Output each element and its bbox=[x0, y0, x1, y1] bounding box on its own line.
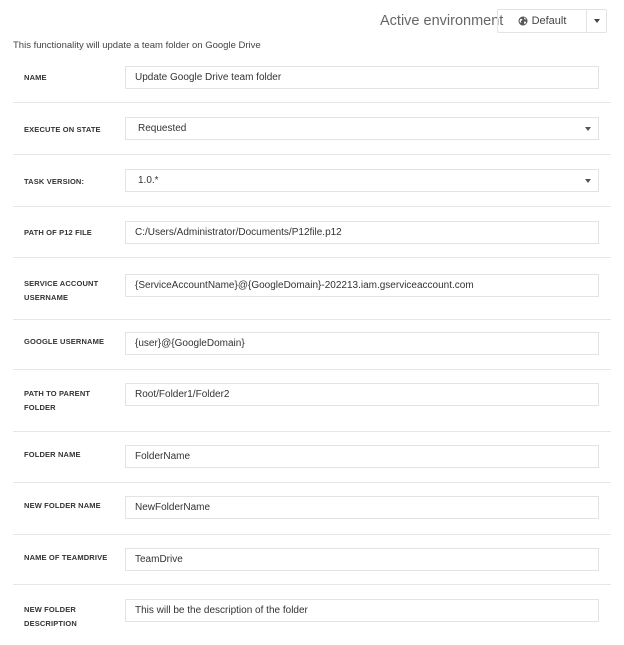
folder-name-input[interactable]: FolderName bbox=[125, 445, 599, 468]
active-environment-label: Active environment bbox=[380, 13, 504, 29]
new-folder-name-input[interactable]: NewFolderName bbox=[125, 496, 599, 519]
name-input[interactable]: Update Google Drive team folder bbox=[125, 66, 599, 89]
teamdrive-name-input[interactable]: TeamDrive bbox=[125, 548, 599, 571]
task-form bbox=[13, 52, 611, 645]
form-row-name bbox=[13, 52, 611, 103]
field-label: GOOGLE USERNAME bbox=[24, 337, 105, 346]
task-version-select[interactable] bbox=[125, 169, 599, 192]
service-account-username-input[interactable]: {ServiceAccountName}@{GoogleDomain}-202213.iam.gserviceaccount.com bbox=[125, 274, 599, 297]
field-label: PATH OF P12 FILE bbox=[24, 228, 92, 237]
field-label: NAME bbox=[24, 73, 47, 82]
environment-dropdown-button[interactable] bbox=[497, 9, 586, 33]
environment-value: Default bbox=[531, 15, 567, 27]
parent-folder-path-input[interactable]: Root/Folder1/Folder2 bbox=[125, 383, 599, 406]
select-value: 1.0.* bbox=[138, 175, 159, 186]
form-row-p12-path bbox=[13, 207, 611, 258]
page-description: This functionality will update a team folder on Google Drive bbox=[13, 40, 261, 51]
execute-on-state-select[interactable] bbox=[125, 117, 599, 140]
field-label: TASK VERSION: bbox=[24, 177, 85, 186]
form-row-folder-name bbox=[13, 432, 611, 483]
form-row-folder-description bbox=[13, 585, 611, 645]
field-label: NAME OF TEAMDRIVE bbox=[24, 553, 108, 562]
top-bar bbox=[0, 0, 624, 40]
field-label: NEW FOLDER NAME bbox=[24, 501, 101, 510]
chevron-down-icon bbox=[594, 19, 600, 23]
folder-description-input[interactable]: This will be the description of the folder bbox=[125, 599, 599, 622]
field-label: PATH TO PARENT FOLDER bbox=[24, 389, 91, 412]
field-label: FOLDER NAME bbox=[24, 450, 81, 459]
chevron-down-icon bbox=[585, 127, 591, 131]
environment-caret-button[interactable] bbox=[586, 9, 607, 33]
form-row-execute-on-state bbox=[13, 103, 611, 155]
form-row-parent-folder bbox=[13, 370, 611, 432]
form-row-teamdrive bbox=[13, 535, 611, 585]
globe-icon bbox=[518, 16, 528, 26]
field-label: SERVICE ACCOUNT USERNAME bbox=[24, 279, 99, 302]
form-row-task-version bbox=[13, 155, 611, 207]
form-row-service-account bbox=[13, 258, 611, 320]
select-value: Requested bbox=[138, 123, 187, 134]
form-row-google-username bbox=[13, 320, 611, 370]
field-label: EXECUTE ON STATE bbox=[24, 125, 101, 134]
google-username-input[interactable]: {user}@{GoogleDomain} bbox=[125, 332, 599, 355]
chevron-down-icon bbox=[585, 179, 591, 183]
p12-path-input[interactable]: C:/Users/Administrator/Documents/P12file.p12 bbox=[125, 221, 599, 244]
form-row-new-folder-name bbox=[13, 483, 611, 535]
field-label: NEW FOLDER DESCRIPTION bbox=[24, 605, 77, 628]
